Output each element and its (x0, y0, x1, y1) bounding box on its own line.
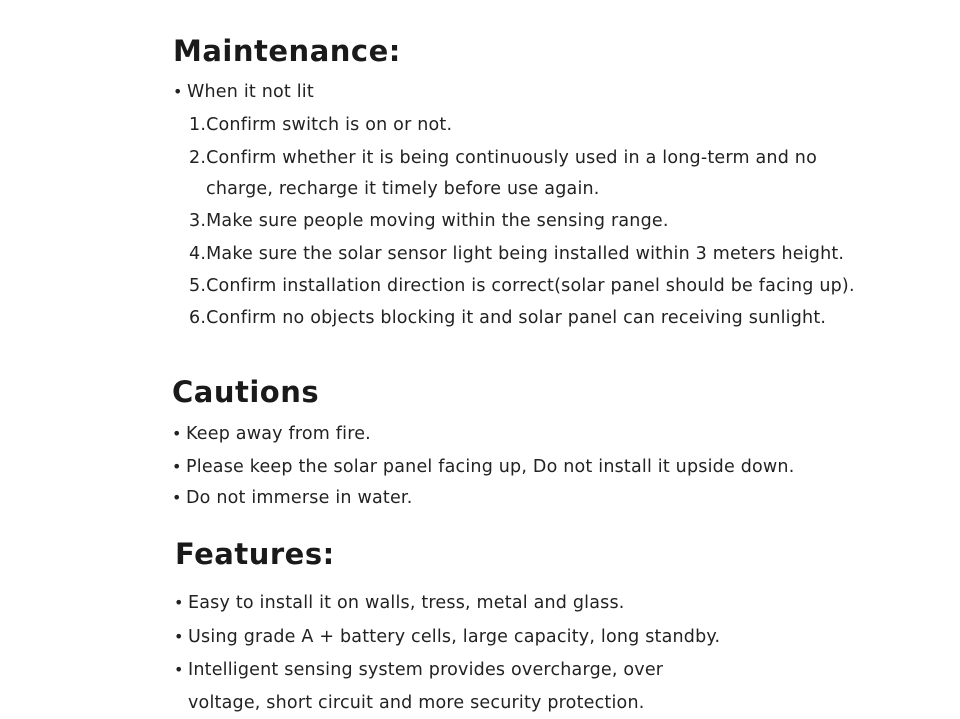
bullet-icon: • (174, 660, 184, 679)
maintenance-step-2-continued: charge, recharge it timely before use again. (206, 179, 600, 199)
feature-item: • Using grade A + battery cells, large capacity, long standby. (174, 627, 721, 647)
bullet-icon: • (172, 457, 182, 476)
caution-item: • Please keep the solar panel facing up, Do not install it upside down. (172, 457, 795, 477)
caution-item: • Keep away from fire. (172, 424, 371, 444)
maintenance-step-4: 4.Make sure the solar sensor light being installed within 3 meters height. (189, 244, 845, 264)
maintenance-intro: • When it not lit (173, 82, 314, 102)
feature-item: • Intelligent sensing system provides overcharge, over (174, 660, 664, 680)
maintenance-step-6: 6.Confirm no objects blocking it and solar panel can receiving sunlight. (189, 308, 827, 328)
bullet-icon: • (172, 488, 182, 507)
maintenance-step-2: 2.Confirm whether it is being continuously used in a long-term and no (189, 148, 817, 168)
maintenance-step-1: 1.Confirm switch is on or not. (189, 115, 453, 135)
bullet-icon: • (172, 424, 182, 443)
bullet-icon: • (174, 627, 184, 646)
caution-item: • Do not immerse in water. (172, 488, 413, 508)
bullet-icon: • (174, 593, 184, 612)
bullet-icon: • (173, 82, 183, 101)
maintenance-heading: Maintenance: (173, 34, 401, 68)
maintenance-step-3: 3.Make sure people moving within the sensing range. (189, 211, 669, 231)
feature-item: • Easy to install it on walls, tress, metal and glass. (174, 593, 625, 613)
cautions-heading: Cautions (172, 375, 320, 409)
features-heading: Features: (175, 537, 335, 571)
feature-item-continued: voltage, short circuit and more security protection. (188, 693, 645, 713)
maintenance-step-5: 5.Confirm installation direction is correct(solar panel should be facing up). (189, 276, 855, 296)
